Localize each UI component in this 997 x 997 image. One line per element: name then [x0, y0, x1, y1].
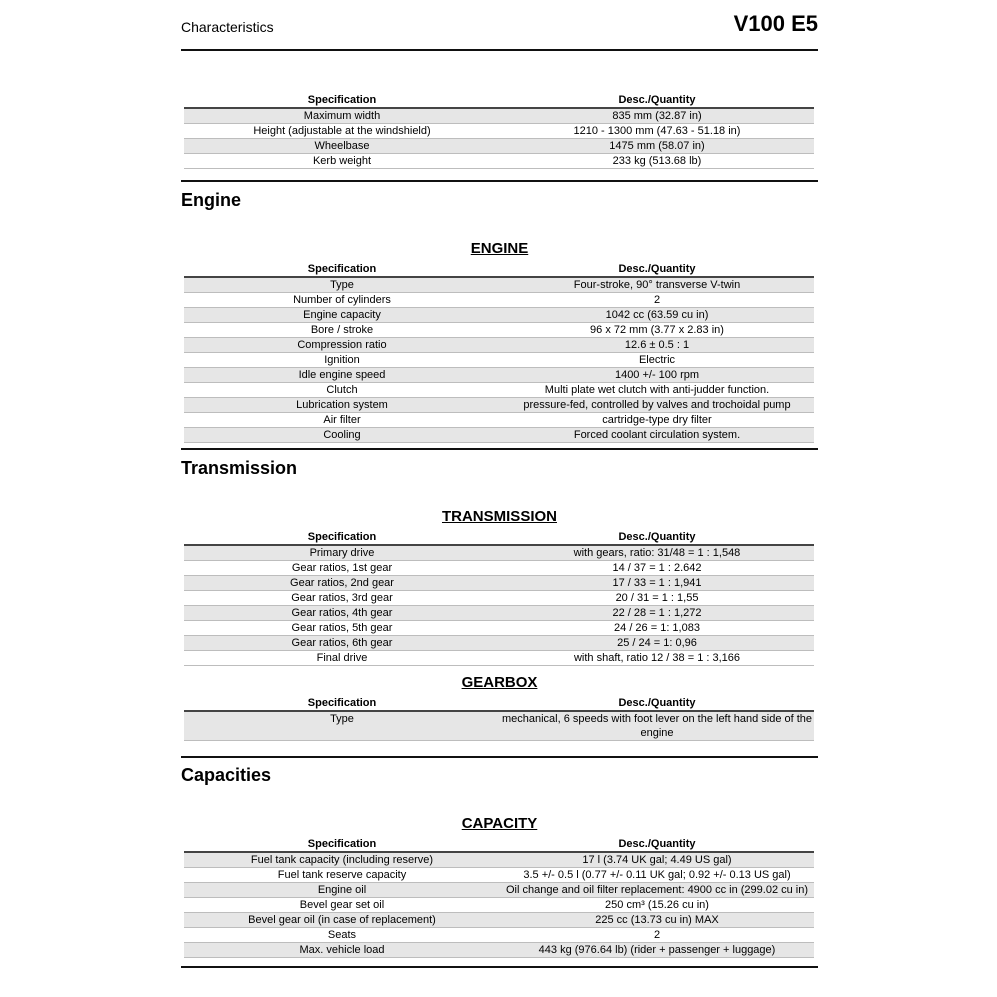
spec-cell: Compression ratio — [184, 338, 500, 353]
table-row — [184, 636, 814, 651]
desc-cell: 2 — [500, 293, 814, 308]
spec-cell: Gear ratios, 2nd gear — [184, 576, 500, 591]
section-title-transmission: Transmission — [181, 458, 298, 478]
spec-cell: Engine oil — [184, 883, 500, 898]
table-row — [184, 928, 814, 943]
table-row — [184, 711, 814, 741]
table-row — [184, 428, 814, 443]
table-row — [184, 576, 814, 591]
header-rule — [181, 49, 818, 51]
spec-cell: Engine capacity — [184, 308, 500, 323]
col-header-spec: Specification — [184, 837, 500, 852]
col-header-spec: Specification — [184, 530, 500, 545]
table-row — [184, 868, 814, 883]
desc-cell: Electric — [500, 353, 814, 368]
desc-cell: 1042 cc (63.59 cu in) — [500, 308, 814, 323]
spec-cell: Fuel tank reserve capacity — [184, 868, 500, 883]
spec-cell: Gear ratios, 4th gear — [184, 606, 500, 621]
table-row — [184, 139, 814, 154]
desc-cell: 96 x 72 mm (3.77 x 2.83 in) — [500, 323, 814, 338]
desc-cell: 17 / 33 = 1 : 1,941 — [500, 576, 814, 591]
spec-cell: Air filter — [184, 413, 500, 428]
desc-cell: mechanical, 6 speeds with foot lever on the left hand side of the engine — [501, 713, 813, 739]
desc-cell: 1210 - 1300 mm (47.63 - 51.18 in) — [500, 124, 814, 139]
table-title-transmission: TRANSMISSION — [441, 508, 557, 525]
spec-cell: Bevel gear oil (in case of replacement) — [184, 913, 500, 928]
table-row — [184, 398, 814, 413]
table-row — [184, 621, 814, 636]
table-row — [184, 308, 814, 323]
header-section-label: Characteristics — [181, 19, 274, 35]
desc-cell: 233 kg (513.68 lb) — [500, 154, 814, 169]
col-header-spec: Specification — [184, 696, 500, 711]
desc-cell: 835 mm (32.87 in) — [500, 108, 814, 124]
desc-cell: 3.5 +/- 0.5 l (0.77 +/- 0.11 UK gal; 0.92 +/- 0.13 US gal) — [500, 868, 814, 883]
table-row — [184, 338, 814, 353]
col-header-desc: Desc./Quantity — [500, 93, 814, 108]
desc-cell: Four-stroke, 90° transverse V-twin — [500, 277, 814, 293]
desc-cell: 22 / 28 = 1 : 1,272 — [500, 606, 814, 621]
desc-cell: Oil change and oil filter replacement: 4900 cc in (299.02 cu in) — [500, 883, 814, 898]
spec-cell: Final drive — [184, 651, 500, 666]
desc-cell: with gears, ratio: 31/48 = 1 : 1,548 — [500, 545, 814, 561]
transmission-table — [184, 530, 814, 666]
table-row — [184, 124, 814, 139]
table-row — [184, 108, 814, 124]
desc-cell: cartridge-type dry filter — [500, 413, 814, 428]
table-row — [184, 913, 814, 928]
table-row — [184, 353, 814, 368]
desc-cell: with shaft, ratio 12 / 38 = 1 : 3,166 — [500, 651, 814, 666]
spec-cell: Height (adjustable at the windshield) — [184, 124, 500, 139]
col-header-desc: Desc./Quantity — [500, 696, 814, 711]
desc-cell: 20 / 31 = 1 : 1,55 — [500, 591, 814, 606]
table-row — [184, 545, 814, 561]
spec-cell: Gear ratios, 5th gear — [184, 621, 500, 636]
desc-cell: pressure-fed, controlled by valves and trochoidal pump — [500, 398, 814, 413]
table-row — [184, 943, 814, 958]
table-row — [184, 883, 814, 898]
engine-table — [184, 262, 814, 443]
spec-cell: Primary drive — [184, 545, 500, 561]
table-row — [184, 368, 814, 383]
desc-cell: 14 / 37 = 1 : 2.642 — [500, 561, 814, 576]
spec-cell: Type — [184, 711, 500, 741]
spec-cell: Gear ratios, 1st gear — [184, 561, 500, 576]
table-row — [184, 323, 814, 338]
section-rule — [181, 756, 818, 758]
table-row — [184, 154, 814, 169]
col-header-desc: Desc./Quantity — [500, 262, 814, 277]
section-rule — [181, 448, 818, 450]
desc-cell: 225 cc (13.73 cu in) MAX — [500, 913, 814, 928]
table-row — [184, 383, 814, 398]
table-row — [184, 651, 814, 666]
section-title-capacities: Capacities — [181, 765, 272, 785]
table-row — [184, 852, 814, 868]
desc-cell: 250 cm³ (15.26 cu in) — [500, 898, 814, 913]
spec-cell: Lubrication system — [184, 398, 500, 413]
spec-cell: Number of cylinders — [184, 293, 500, 308]
table-row — [184, 898, 814, 913]
page-header — [181, 10, 818, 50]
table-row — [184, 277, 814, 293]
header-model-title: V100 E5 — [733, 11, 818, 36]
desc-cell: Forced coolant circulation system. — [500, 428, 814, 443]
section-rule — [181, 180, 818, 182]
table-row — [184, 591, 814, 606]
table-row — [184, 293, 814, 308]
desc-cell: Multi plate wet clutch with anti-judder function. — [500, 383, 814, 398]
spec-cell: Idle engine speed — [184, 368, 500, 383]
spec-cell: Gear ratios, 6th gear — [184, 636, 500, 651]
spec-cell: Bore / stroke — [184, 323, 500, 338]
desc-cell: 1475 mm (58.07 in) — [500, 139, 814, 154]
col-header-spec: Specification — [184, 262, 500, 277]
table-title-engine: ENGINE — [470, 240, 529, 257]
table-title-gearbox: GEARBOX — [461, 674, 538, 691]
desc-cell: 24 / 26 = 1: 1,083 — [500, 621, 814, 636]
spec-cell: Maximum width — [184, 108, 500, 124]
desc-cell: 17 l (3.74 UK gal; 4.49 US gal) — [500, 852, 814, 868]
spec-cell: Wheelbase — [184, 139, 500, 154]
table-row — [184, 413, 814, 428]
table-title-capacity: CAPACITY — [461, 815, 538, 832]
col-header-spec: Specification — [184, 93, 500, 108]
table-row — [184, 606, 814, 621]
spec-cell: Fuel tank capacity (including reserve) — [184, 852, 500, 868]
spec-cell: Seats — [184, 928, 500, 943]
desc-cell: 2 — [500, 928, 814, 943]
dimensions-table — [184, 93, 814, 169]
spec-cell: Cooling — [184, 428, 500, 443]
table-row — [184, 561, 814, 576]
spec-cell: Max. vehicle load — [184, 943, 500, 958]
spec-cell: Kerb weight — [184, 154, 500, 169]
desc-cell: 25 / 24 = 1: 0,96 — [500, 636, 814, 651]
spec-cell: Clutch — [184, 383, 500, 398]
section-title-engine: Engine — [181, 190, 242, 210]
spec-cell: Ignition — [184, 353, 500, 368]
desc-cell: 443 kg (976.64 lb) (rider + passenger + luggage) — [500, 943, 814, 958]
col-header-desc: Desc./Quantity — [500, 837, 814, 852]
col-header-desc: Desc./Quantity — [500, 530, 814, 545]
desc-cell: 12.6 ± 0.5 : 1 — [500, 338, 814, 353]
desc-cell: 1400 +/- 100 rpm — [500, 368, 814, 383]
spec-cell: Type — [184, 277, 500, 293]
capacity-table — [184, 837, 814, 958]
spec-cell: Bevel gear set oil — [184, 898, 500, 913]
gearbox-table — [184, 696, 814, 741]
spec-cell: Gear ratios, 3rd gear — [184, 591, 500, 606]
section-rule — [181, 966, 818, 968]
